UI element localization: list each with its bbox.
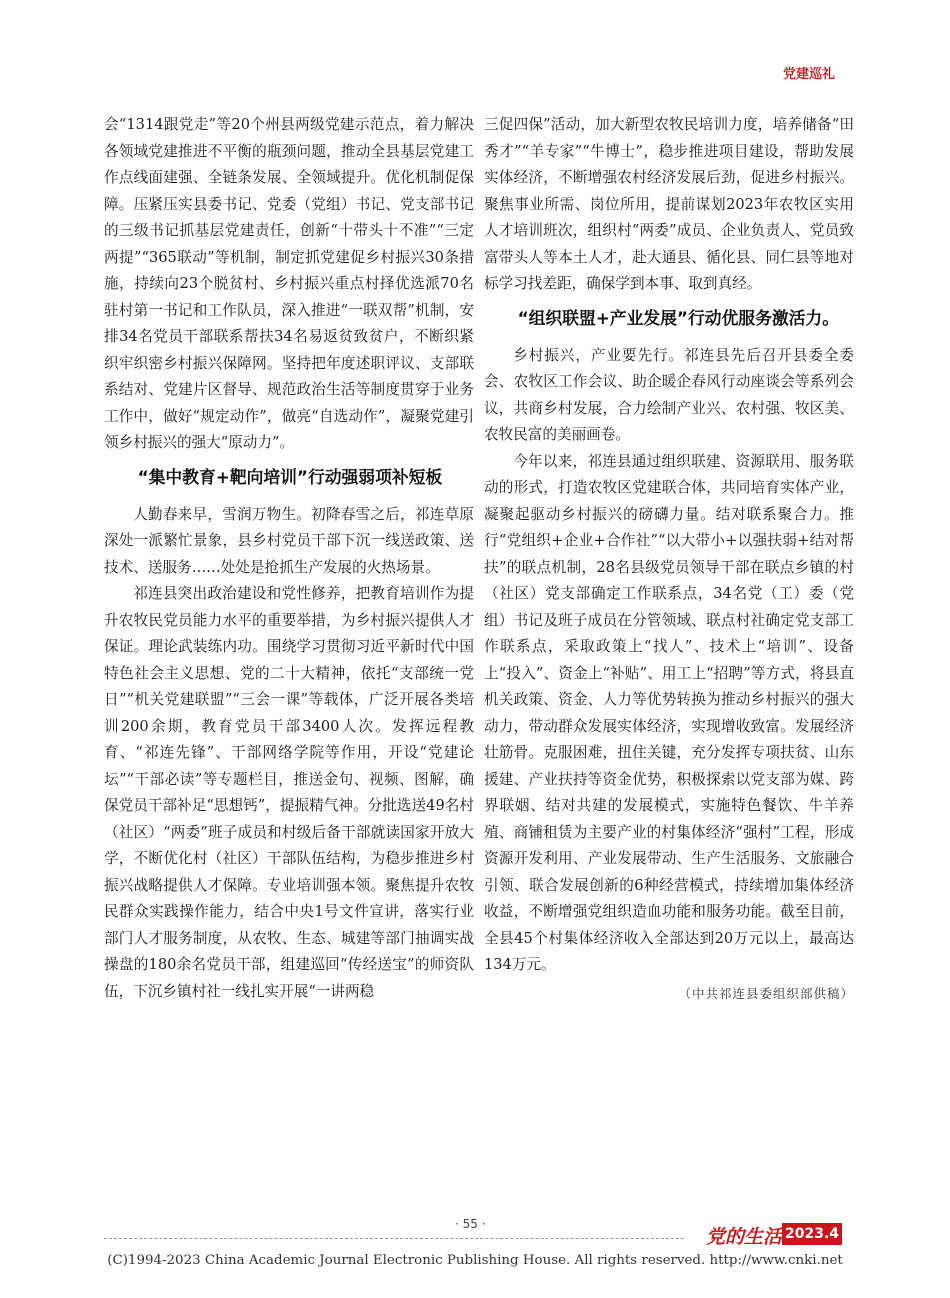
paragraph: 今年以来，祁连县通过组织联建、资源联用、服务联动的形式，打造农牧区党建联合体，共同培育实体产业，凝聚起驱动乡村振兴的磅礴力量。结对联系聚合力。推行“党组织+企业+合作社”“以大带小+以强扶弱+结对帮扶”的联点机制，28名县级党员领导干部在联点乡镇的村（社区）党支部确定工作联系点，34名党（工）委（党组）书记及班子成员在分管领域、联点村社确定党支部工作联系点，采取政策上“找人”、技术上“培训”、设备上“投入”、资金上“补贴”、用工上“招聘”等方式，将县直机关政策、资金、人力等优势转换为推动乡村振兴的强大动力，带动群众发展实体经济，实现增收致富。发展经济壮筋骨。克服困难，扭住关键，充分发挥专项扶贫、山东援建、产业扶持等资金优势，积极探索以党支部为媒、跨界联姻、结对共建的发展模式，实施特色餐饮、牛羊养殖、商铺租赁为主要产业的村集体经济“强村”工程，形成资源开发利用、产业发展带动、生产生活服务、文旅融合引领、联合发展创新的6种经营模式，持续增加集体经济收益，不断增强党组织造血功能和服务功能。截至目前，全县45个村集体经济收入全部达到20万元以上，最高达134万元。 <box>484 452 854 973</box>
page-number: · 55 · <box>455 1217 486 1231</box>
paragraph: 祁连县突出政治建设和党性修养，把教育培训作为提升农牧民党员能力水平的重要举措，为乡村振兴提供人才保证。理论武装练内功。围绕学习贯彻习近平新时代中国特色社会主义思想、党的二十大精神，依托“支部统一党日”“机关党建联盟”“三会一课”等载体，广泛开展各类培训200余期，教育党员干部3400人次。发挥远程教育、“祁连先锋”、干部网络学院等作用，开设“党建论坛”“干部必读”等专题栏目，推送金句、视频、图解，确保党员干部补足“思想钙”，提振精气神。分批选送49名村（社区）“两委”班子成员和村级后备干部就读国家开放大学，不断优化村（社区）干部队伍结构，为稳步推进乡村振兴战略提供人才保障。专业培训强本领。聚焦提升农牧民群众实践操作能力，结合中央1号文件宣讲，落实行业部门人才服务制度，从农牧、生态、城建等部门抽调实战操盘的180余名党员干部，组建巡回“传经送宝”的师资队伍，下沉乡镇村社一线扎实开展“一讲两稳 <box>104 585 474 1000</box>
paragraph: 三促四保”活动，加大新型农牧民培训力度，培养储备“田秀才”“羊专家”“牛博士”，稳步推进项目建设，帮助发展实体经济，不断增强农村经济发展后劲，促进乡村振兴。聚焦事业所需、岗位所用，提前谋划2023年农牧区实用人才培训班次，组织村“两委”成员、企业负责人、党员致富带头人等本土人才，赴大通县、循化县、同仁县等地对标学习找差距，确保学到本事、取到真经。 <box>484 116 854 292</box>
section-heading: “组织联盟+产业发展”行动优服务激活力。 <box>517 307 839 328</box>
article-credit: （中共祁连县委组织部供稿） <box>678 985 854 1001</box>
left-column <box>104 112 474 1005</box>
section-tag: 党建巡礼 <box>782 67 835 82</box>
copyright-notice: (C)1994-2023 China Academic Journal Electronic Publishing House. All rights reserved. http://www.cnki.net <box>107 1253 843 1268</box>
footer-divider <box>104 1238 684 1239</box>
paragraph: 会“1314跟党走”等20个州县两级党建示范点，着力解决各领域党建推进不平衡的瓶颈问题，推动全县基层党建工作点线面建强、全链条发展、全领域提升。优化机制促保障。压紧压实县委书记、党委（党组）书记、党支部书记的三级书记抓基层党建责任，创新“十带头十不准”“三定两提”“365联动”等机制，制定抓党建促乡村振兴30条措施，持续向23个脱贫村、乡村振兴重点村择优选派70名驻村第一书记和工作队员，深入推进“一联双帮”机制，安排34名党员干部联系帮扶34名易返贫致贫户，不断织紧织牢织密乡村振兴保障网。坚持把年度述职评议、支部联系结对、党建片区督导、规范政治生活等制度贯穿于业务工作中，做好“规定动作”，做亮“自选动作”，凝聚党建引领乡村振兴的强大“原动力”。 <box>104 116 474 451</box>
section-heading: “集中教育+靶向培训”行动强弱项补短板 <box>137 466 443 487</box>
paragraph: 人勤春来早，雪润万物生。初降春雪之后，祁连草原深处一派繁忙景象，县乡村党员干部下沉一线送政策、送技术、送服务……处处是抢抓生产发展的火热场景。 <box>104 505 474 576</box>
issue-badge: 2023.4 <box>782 1223 842 1245</box>
magazine-logo: 党的生活 <box>706 1226 783 1248</box>
right-column <box>484 112 854 1007</box>
paragraph: 乡村振兴，产业要先行。祁连县先后召开县委全委会、农牧区工作会议、助企暖企春风行动座谈会等系列会议，共商乡村发展，合力绘制产业兴、农村强、牧区美、农牧民富的美丽画卷。 <box>484 346 854 443</box>
